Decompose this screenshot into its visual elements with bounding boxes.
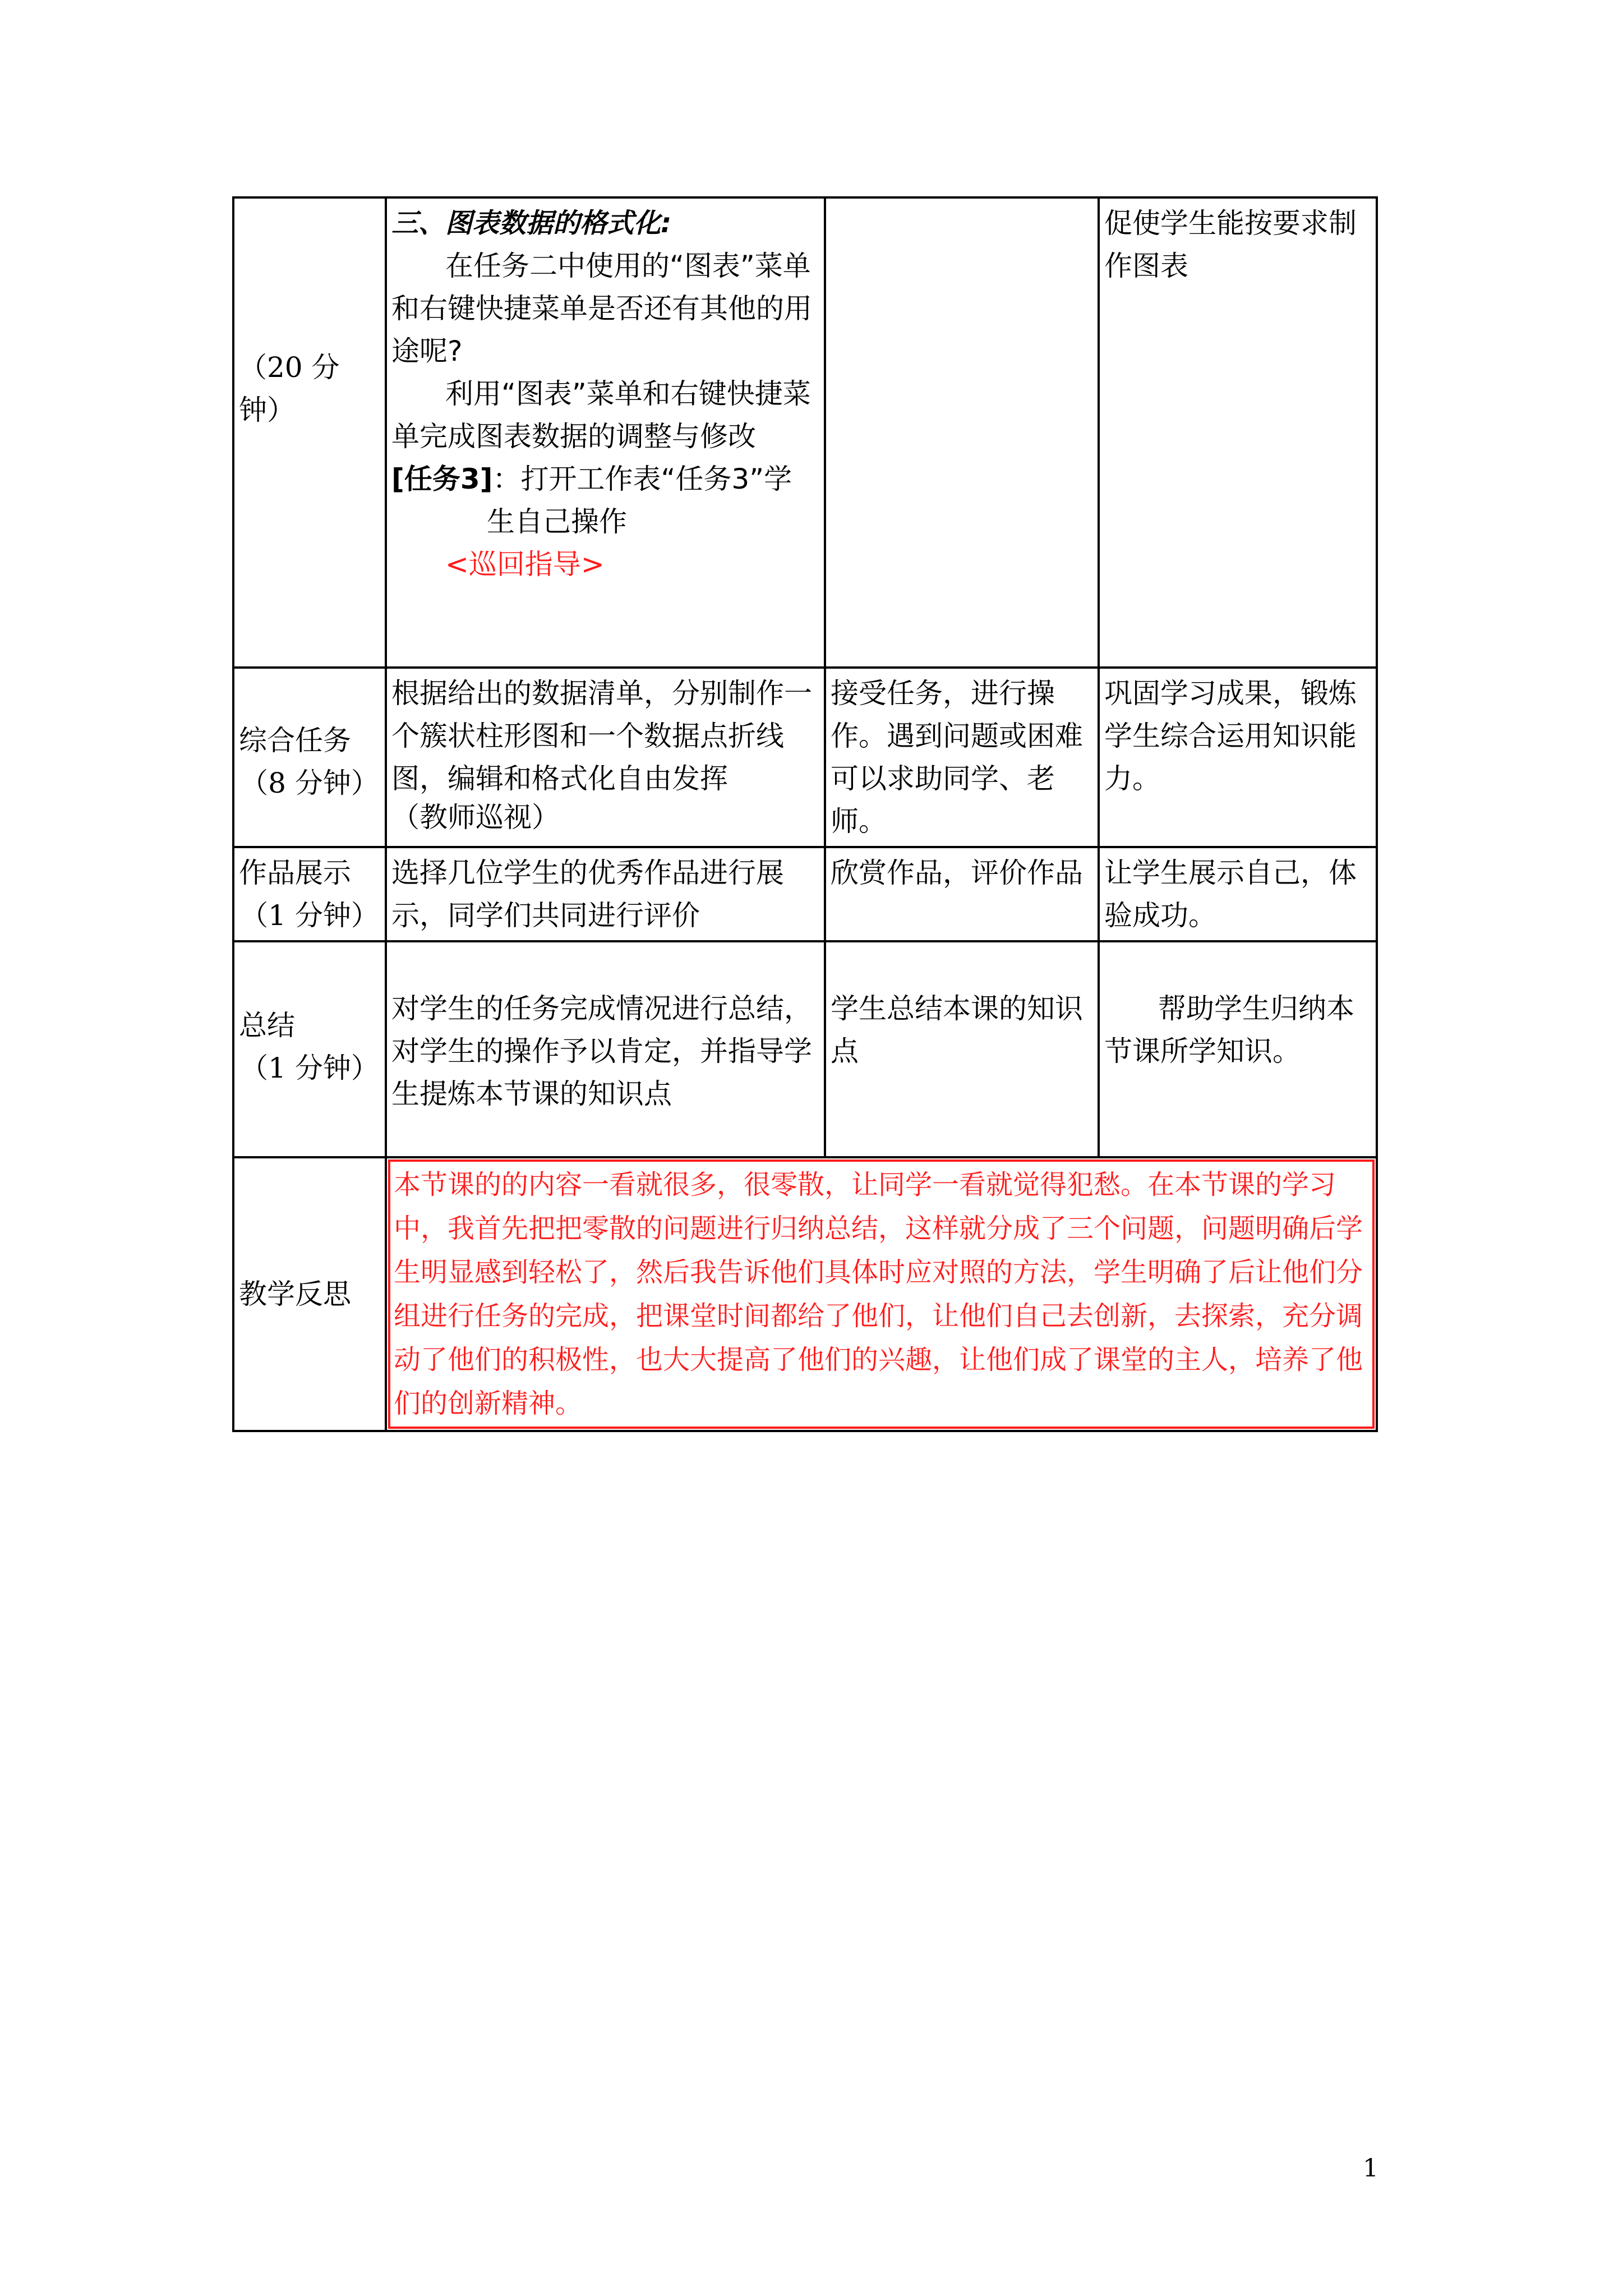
student-activity-cell: 接受任务，进行操作。遇到问题或困难可以求助同学、老师。 <box>825 668 1099 847</box>
design-intent-cell: 促使学生能按要求制作图表 <box>1099 197 1377 668</box>
teacher-activity-cell <box>386 668 825 847</box>
task-label: [任务3] <box>391 463 493 495</box>
teacher-activity-cell: 对学生的任务完成情况进行总结，对学生的操作予以肯定，并指导学生提炼本节课的知识点 <box>386 941 825 1157</box>
section-heading: 三、图表数据的格式化: <box>391 208 672 239</box>
lesson-plan-table <box>232 196 1378 1432</box>
stage-cell <box>233 668 386 847</box>
stage-name: 教学反思 <box>239 1278 351 1310</box>
stage-cell <box>233 197 386 668</box>
stage-cell <box>233 1157 386 1431</box>
stage-name: 作品展示 <box>239 857 351 889</box>
reflection-text: 本节课的的内容一看就很多，很零散，让同学一看就觉得犯愁。在本节课的学习中，我首先把把零散的问题进行归纳总结，这样就分成了三个问题，问题明确后学生明显感到轻松了，然后我告诉他们具体时应对照的方法，学生明确了后让他们分组进行任务的完成，把课堂时间都给了他们，让他们自己去创新，去探索，充分调动了他们的积极性，也大大提高了他们的兴趣，让他们成了课堂的主人，培养了他们的创新精神。 <box>388 1159 1375 1429</box>
reflection-cell <box>386 1157 1377 1431</box>
design-intent-cell: 巩固学习成果，锻炼学生综合运用知识能力。 <box>1099 668 1377 847</box>
design-intent-cell: 让学生展示自己，体验成功。 <box>1099 847 1377 941</box>
stage-time: （8 分钟） <box>240 767 379 799</box>
stage-cell <box>233 847 386 941</box>
stage-time: （20 分钟） <box>239 351 340 426</box>
page-number: 1 <box>1363 2154 1378 2183</box>
table-row <box>233 1157 1377 1431</box>
paragraph: 利用“图表”菜单和右键快捷菜单完成图表数据的调整与修改 <box>391 378 811 453</box>
task-text: ：打开工作表“任务3”学 <box>492 463 792 495</box>
stage-time: （1 分钟） <box>240 1052 379 1084</box>
table-row <box>233 941 1377 1157</box>
stage-cell <box>233 941 386 1157</box>
table-row <box>233 668 1377 847</box>
task-line <box>391 458 819 500</box>
student-activity-cell: 学生总结本课的知识点 <box>825 941 1099 1157</box>
teacher-activity: 根据给出的数据清单，分别制作一个簇状柱形图和一个数据点折线图，编辑和格式化自由发挥 <box>391 677 812 795</box>
teacher-note: （教师巡视） <box>391 801 560 834</box>
paragraph: 在任务二中使用的“图表”菜单和右键快捷菜单是否还有其他的用途呢? <box>391 250 812 367</box>
teacher-activity-cell <box>386 197 825 668</box>
stage-name: 综合任务 <box>239 724 351 757</box>
design-intent-cell: 帮助学生归纳本节课所学知识。 <box>1099 941 1377 1157</box>
teacher-activity-cell: 选择几位学生的优秀作品进行展示，同学们共同进行评价 <box>386 847 825 941</box>
table-row <box>233 197 1377 668</box>
student-activity-cell: 欣赏作品，评价作品 <box>825 847 1099 941</box>
guide-note: <巡回指导> <box>445 548 605 581</box>
stage-name: 总结 <box>239 1009 295 1042</box>
task-text-continued: 生自己操作 <box>487 505 627 538</box>
table-row <box>233 847 1377 941</box>
student-activity-cell <box>825 197 1099 668</box>
stage-time: （1 分钟） <box>240 899 379 932</box>
